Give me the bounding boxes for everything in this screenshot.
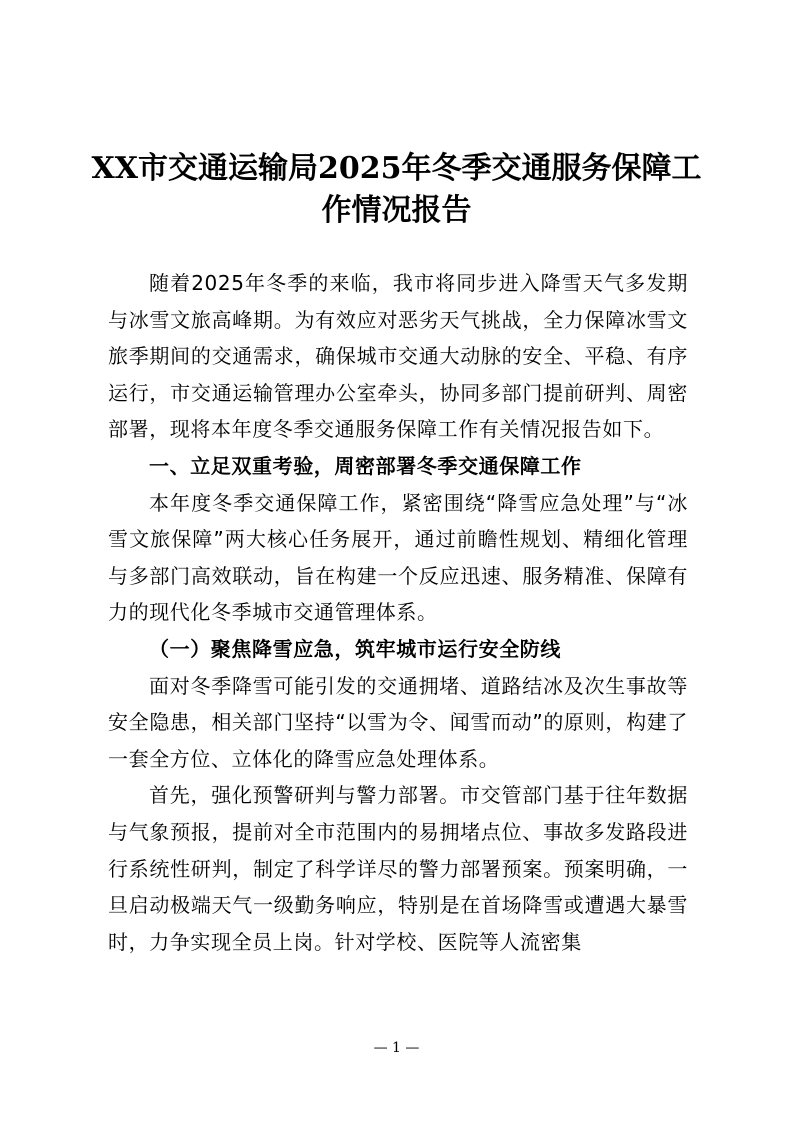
intro-paragraph: 随着2025年冬季的来临，我市将同步进入降雪天气多发期与冰雪文旅高峰期。为有效应对恶劣天气挑战，全力保障冰雪文旅季期间的交通需求，确保城市交通大动脉的安全、平稳、有序运行，市交通运输管理办公室牵头，协同多部门提前研判、周密部署，现将本年度冬季交通服务保障工作有关情况报告如下。	[108, 271, 688, 442]
subsection-1-paragraph-2: 首先，强化预警研判与警力部署。市交管部门基于往年数据与气象预报，提前对全市范围内的易拥堵点位、事故多发路段进行系统性研判，制定了科学详尽的警力部署预案。预案明确，一旦启动极端天气一级勤务响应，特别是在首场降雪或遭遇大暴雪时，力争实现全员上岗。针对学校、医院等人流密集	[108, 783, 688, 954]
section-heading-1: 一、立足双重考验，周密部署冬季交通保障工作	[149, 453, 582, 478]
section-1-paragraph: 本年度冬季交通保障工作，紧密围绕“降雪应急处理”与“冰雪文旅保障”两大核心任务展开，通过前瞻性规划、精细化管理与多部门高效联动，旨在构建一个反应迅速、服务精准、保障有力的现代化冬季城市交通管理体系。	[108, 490, 688, 625]
document-title: XX市交通运输局2025年冬季交通服务保障工作情况报告	[91, 151, 702, 228]
subsection-heading-1: （一）聚焦降雪应急，筑牢城市运行安全防线	[149, 636, 561, 661]
document-body	[108, 265, 688, 960]
page-number: — 1 —	[373, 1040, 420, 1056]
subsection-1-paragraph-1: 面对冬季降雪可能引发的交通拥堵、道路结冰及次生事故等安全隐患，相关部门坚持“以雪为令、闻雪而动”的原则，构建了一套全方位、立体化的降雪应急处理体系。	[108, 673, 688, 771]
